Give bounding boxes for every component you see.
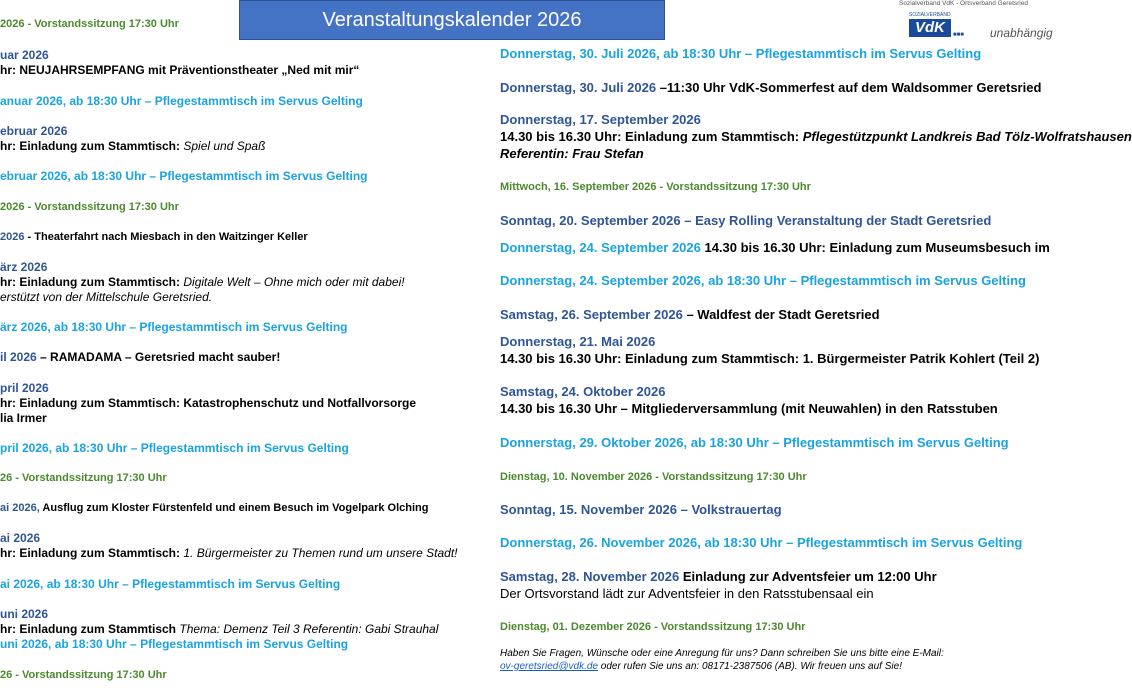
entry-date-jun: uni 2026	[0, 607, 49, 621]
entry-date-mar: ärz 2026	[0, 260, 48, 274]
footer-contact-line2: ov-geretsried@vdk.de oder rufen Sie uns an: 08171-2387506 (AB). Wir freuen uns auf Sie!	[500, 661, 902, 672]
entry-excursion-may: ai 2026, Ausflug zum Kloster Fürstenfeld und einem Besuch im Vogelpark Olching	[0, 502, 429, 514]
entry-regulars-may: hr: Einladung zum Stammtisch: 1. Bürgermeister zu Themen rund um unsere Stadt!	[0, 546, 458, 560]
entry-board-meeting-dec: Dienstag, 01. Dezember 2026 - Vorstandssitzung 17:30 Uhr	[500, 621, 806, 633]
entry-regulars-sep-speaker: Referentin: Frau Stefan	[500, 146, 644, 161]
email-link[interactable]: ov-geretsried@vdk.de	[500, 661, 598, 672]
entry-care-table-oct: Donnerstag, 29. Oktober 2026, ab 18:30 Uhr – Pflegestammtisch im Servus Gelting	[500, 435, 1009, 450]
entry-regulars-jun: hr: Einladung zum Stammtisch Thema: Demenz Teil 3 Referentin: Gabi Strauhal	[0, 622, 439, 636]
entry-date-oct24: Samstag, 24. Oktober 2026	[500, 384, 666, 399]
entry-board-meeting-jun: 26 - Vorstandssitzung 17:30 Uhr	[0, 669, 167, 681]
entry-board-meeting-feb: 2026 - Vorstandssitzung 17:30 Uhr	[0, 201, 179, 213]
entry-advent-party: Samstag, 28. November 2026 Einladung zur Adventsfeier um 12:00 Uhr	[500, 569, 937, 584]
entry-board-meeting-apr: 26 - Vorstandssitzung 17:30 Uhr	[0, 472, 167, 484]
entry-care-table-apr: pril 2026, ab 18:30 Uhr – Pflegestammtisch im Servus Gelting	[0, 441, 349, 455]
vdk-logo	[897, 0, 1053, 46]
entry-regulars-mar-note: erstützt von der Mittelschule Geretsried.	[0, 290, 213, 304]
entry-regulars-sep: 14.30 bis 16.30 Uhr: Einladung zum Stammtisch: Pflegestützpunkt Landkreis Bad Tölz-Wolfratshausen	[500, 129, 1132, 144]
entry-date-sep17: Donnerstag, 17. September 2026	[500, 112, 701, 127]
calendar-title-banner	[239, 0, 665, 40]
vdk-logo-mark: VdK	[909, 19, 951, 37]
entry-museum-visit: Donnerstag, 24. September 2026 14.30 bis 16.30 Uhr: Einladung zum Museumsbesuch im	[500, 240, 1050, 255]
entry-date-may: ai 2026	[0, 531, 41, 545]
left-column	[0, 0, 490, 691]
entry-regulars-feb: hr: Einladung zum Stammtisch: Spiel und Spaß	[0, 139, 266, 153]
logo-claim: unabhängig	[990, 26, 1053, 40]
entry-care-table-jun: uni 2026, ab 18:30 Uhr – Pflegestammtisch im Servus Gelting	[0, 637, 349, 651]
entry-date-feb: ebruar 2026	[0, 124, 68, 138]
entry-board-meeting-sep: Mittwoch, 16. September 2026 - Vorstandssitzung 17:30 Uhr	[500, 181, 811, 193]
entry-board-meeting-nov: Dienstag, 10. November 2026 - Vorstandssitzung 17:30 Uhr	[500, 471, 807, 483]
entry-care-table-jul: Donnerstag, 30. Juli 2026, ab 18:30 Uhr – Pflegestammtisch im Servus Gelting	[500, 46, 982, 61]
entry-theatre-trip: 2026 - Theaterfahrt nach Miesbach in den Waitzinger Keller	[0, 231, 308, 243]
entry-forest-fest: Samstag, 26. September 2026 – Waldfest der Stadt Geretsried	[500, 307, 880, 322]
entry-regulars-apr-speaker: lia Irmer	[0, 411, 47, 425]
entry-remembrance-day: Sonntag, 15. November 2026 – Volkstrauertag	[500, 502, 782, 517]
entry-date-may21: Donnerstag, 21. Mai 2026	[500, 334, 656, 349]
entry-ramadama: il 2026 – RAMADAMA – Geretsried macht sauber!	[0, 350, 281, 364]
entry-regulars-apr: hr: Einladung zum Stammtisch: Katastrophenschutz und Notfallvorsorge	[0, 396, 417, 410]
entry-regulars-mayor: 14.30 bis 16.30 Uhr: Einladung zum Stammtisch: 1. Bürgermeister Patrik Kohlert (Teil 2)	[500, 351, 1040, 366]
entry-regulars-mar: hr: Einladung zum Stammtisch: Digitale Welt – Ohne mich oder mit dabei!	[0, 275, 405, 289]
entry-care-table-nov: Donnerstag, 26. November 2026, ab 18:30 Uhr – Pflegestammtisch im Servus Gelting	[500, 535, 1023, 550]
logo-caption: Sozialverband VdK - Ortsverband Geretsried	[899, 0, 1028, 7]
logo-dots-icon: ■■■	[953, 32, 964, 38]
right-column	[498, 0, 1132, 691]
footer-contact-line1: Haben Sie Fragen, Wünsche oder eine Anregung für uns? Dann schreiben Sie uns bitte eine E-Mail:	[500, 648, 944, 659]
entry-board-meeting-jan: 2026 - Vorstandssitzung 17:30 Uhr	[0, 18, 179, 30]
entry-date-jan: uar 2026	[0, 48, 49, 62]
entry-care-table-mar: ärz 2026, ab 18:30 Uhr – Pflegestammtisch im Servus Gelting	[0, 320, 348, 334]
entry-date-apr: pril 2026	[0, 381, 49, 395]
entry-care-table-sep: Donnerstag, 24. September 2026, ab 18:30 Uhr – Pflegestammtisch im Servus Gelting	[500, 273, 1026, 288]
entry-care-table-may: ai 2026, ab 18:30 Uhr – Pflegestammtisch im Servus Gelting	[0, 577, 341, 591]
entry-advent-party-note: Der Ortsvorstand lädt zur Adventsfeier in den Ratsstubensaal ein	[500, 586, 874, 601]
entry-newyear-reception: hr: NEUJAHRSEMPFANG mit Präventionstheater „Ned mit mir“	[0, 63, 360, 77]
entry-summer-fest: Donnerstag, 30. Juli 2026 –11:30 Uhr VdK-Sommerfest auf dem Waldsommer Geretsried	[500, 80, 1042, 95]
entry-care-table-jan: anuar 2026, ab 18:30 Uhr – Pflegestammtisch im Servus Gelting	[0, 94, 363, 108]
logo-small-text: SOZIALVERBAND	[909, 12, 951, 18]
page-title: Veranstaltungskalender 2026	[322, 8, 582, 31]
entry-members-assembly: 14.30 bis 16.30 Uhr – Mitgliederversammlung (mit Neuwahlen) in den Ratsstuben	[500, 401, 998, 416]
entry-care-table-feb: ebruar 2026, ab 18:30 Uhr – Pflegestammtisch im Servus Gelting	[0, 169, 368, 183]
entry-easy-rolling: Sonntag, 20. September 2026 – Easy Rolling Veranstaltung der Stadt Geretsried	[500, 213, 992, 228]
